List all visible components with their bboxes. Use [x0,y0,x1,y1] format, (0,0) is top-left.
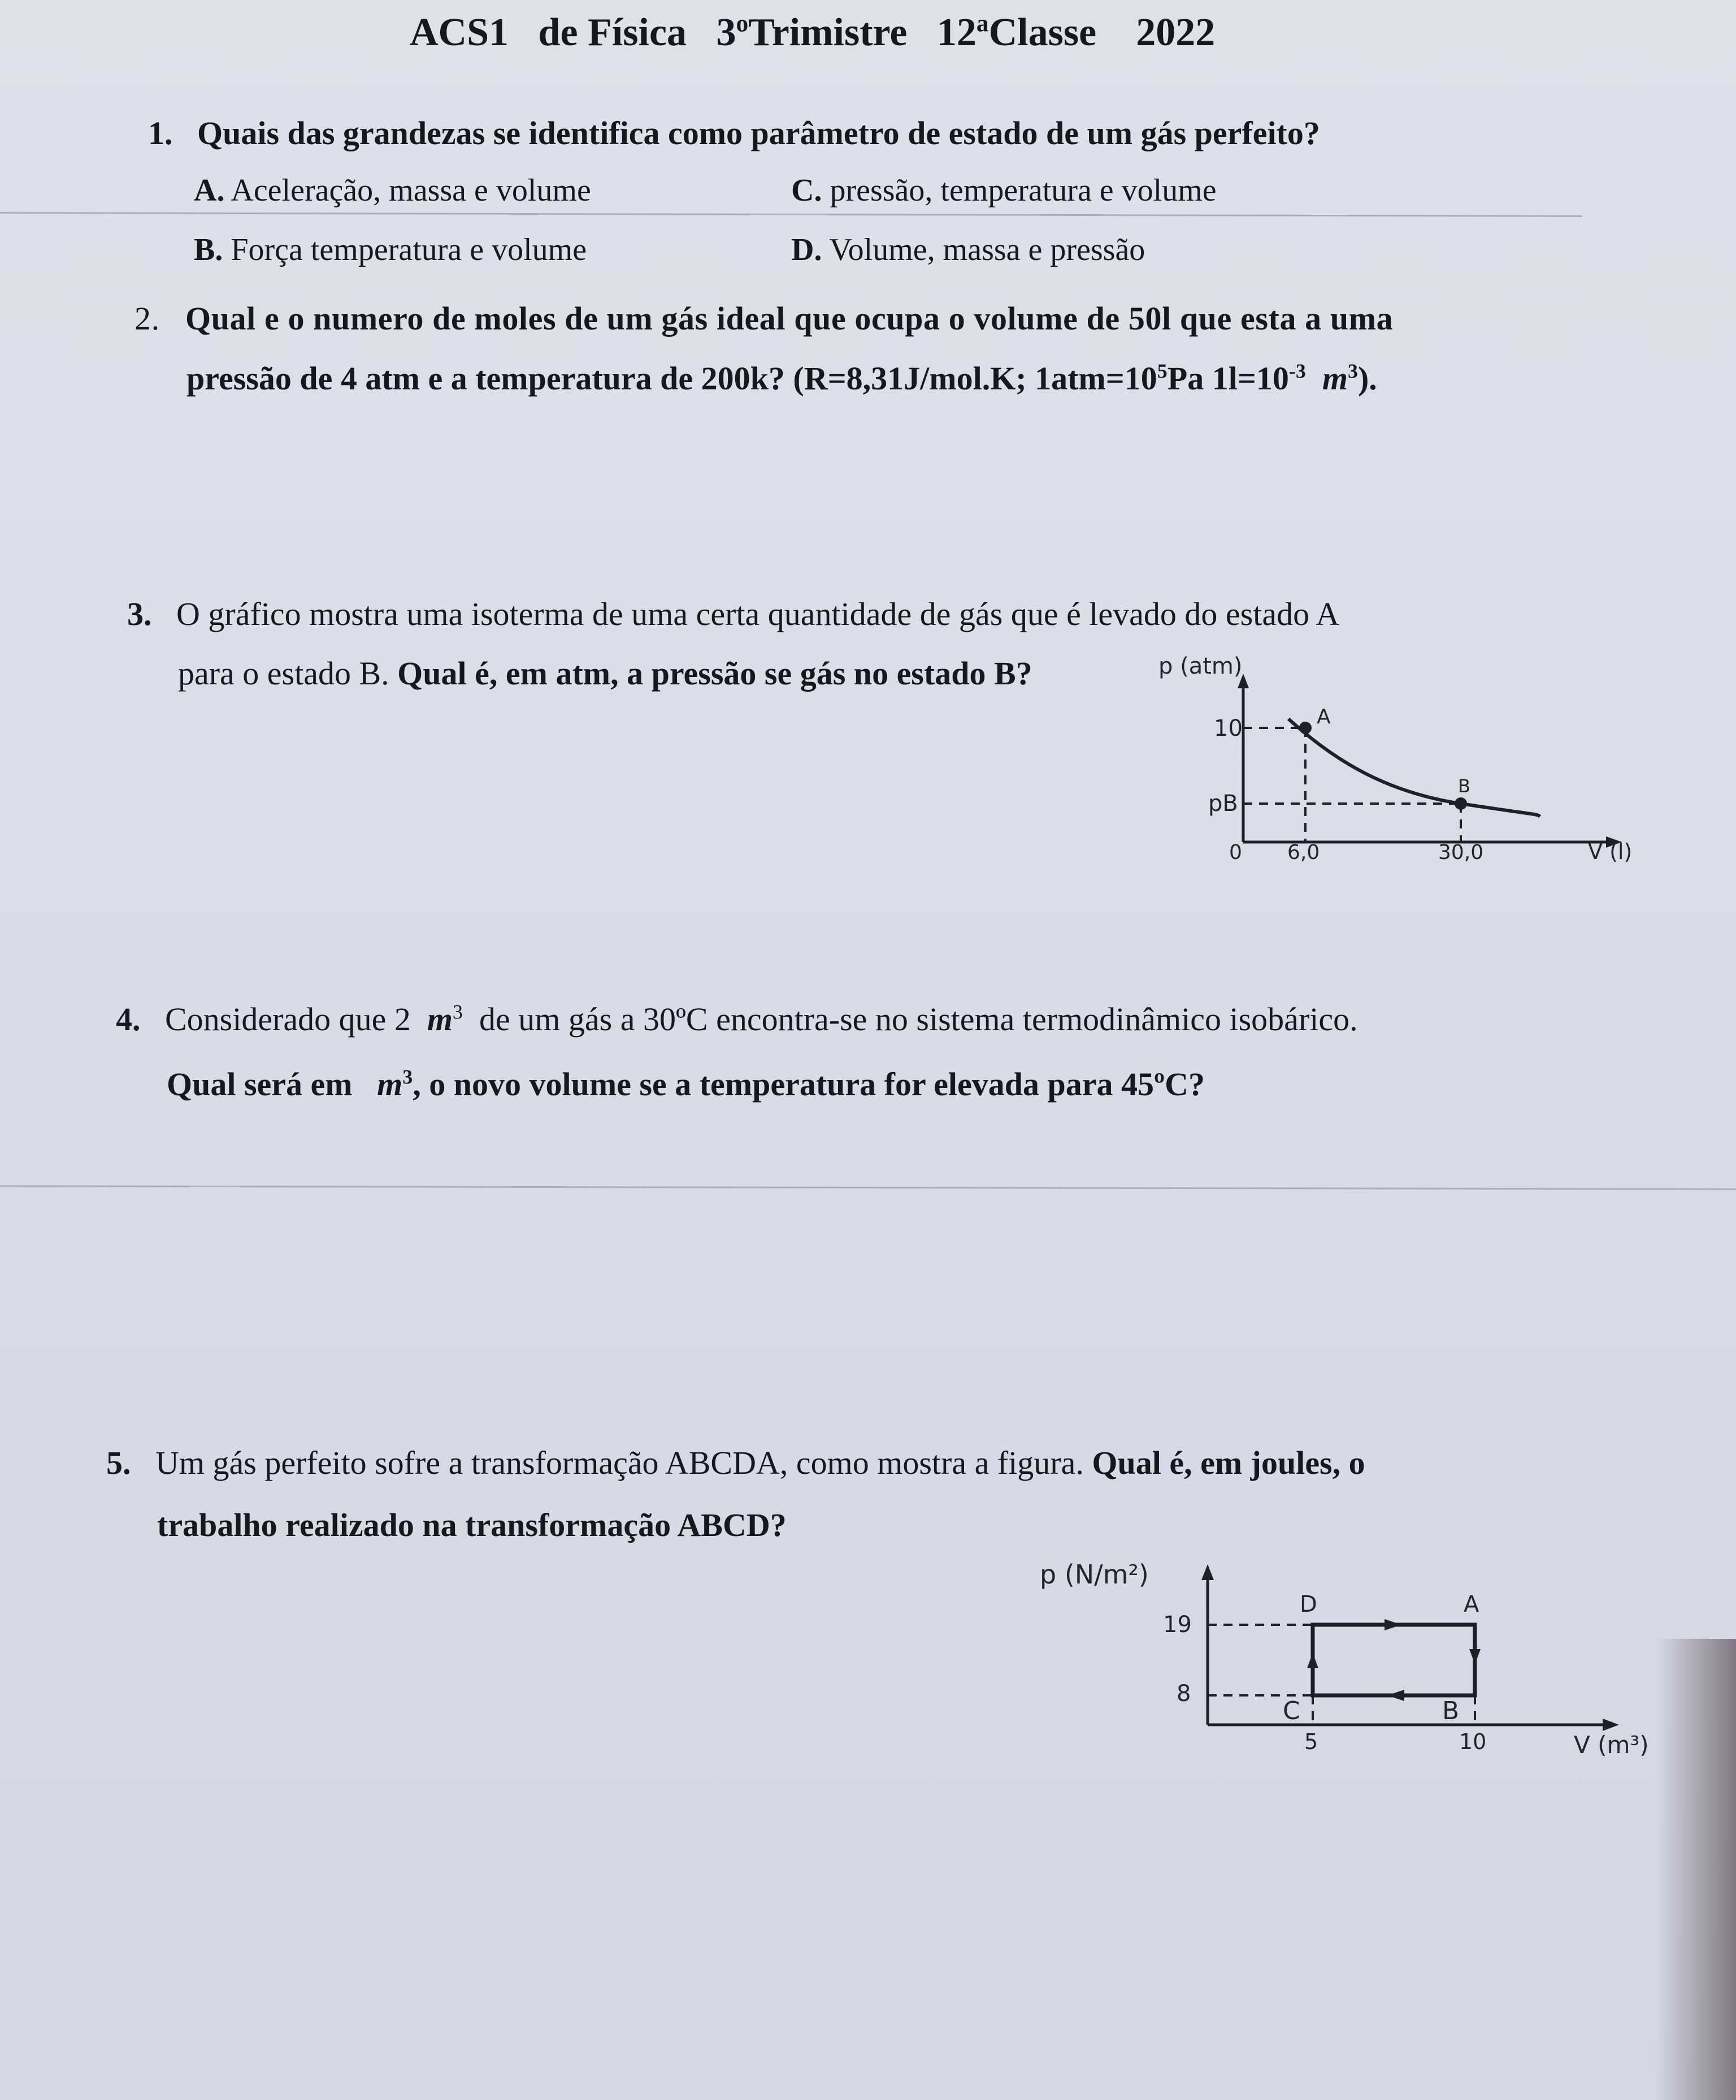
y-tick-label: pB [1208,791,1238,817]
x-tick-label: 5 [1304,1729,1318,1754]
y-axis-arrow [1201,1564,1214,1580]
question-text: O gráfico mostra uma isoterma de uma certa quantidade de gás que é levado do estado A [176,596,1340,632]
x-tick-label: 0 [1229,841,1242,864]
y-tick-label: 19 [1163,1612,1192,1638]
question-5-line-2: trabalho realizado na transformação ABCD? [157,1507,787,1543]
point-label-b: B [1458,775,1470,797]
header-term: 3$^o$Trimistre [716,10,908,54]
x-axis-arrow [1603,1719,1619,1731]
point-label-c: C [1283,1697,1300,1725]
header-subject: de Física [538,11,687,54]
option-b: B. Força temperatura e volume [194,232,587,267]
point-label-a: A [1317,705,1331,728]
header-title: ACS1 [410,11,509,54]
isotherm-chart [1142,650,1650,899]
y-tick-label: 10 [1214,715,1243,741]
y-axis-label: p (atm) [1158,653,1243,679]
question-number: 4. [116,1001,141,1038]
y-axis-label: p (N/m²) [1040,1559,1149,1590]
cycle-rectangle [1313,1625,1475,1695]
x-tick-label: 6,0 [1287,841,1320,864]
x-tick-label: 30,0 [1438,841,1484,864]
option-c: C. pressão, temperatura e volume [791,173,1217,208]
arrow-a-to-b [1469,1649,1481,1664]
point-b [1455,797,1467,810]
question-1 [148,114,1320,152]
question-number: 2. [134,300,160,337]
point-label-a: A [1464,1591,1479,1617]
point-a [1299,722,1312,734]
question-3-line-2: para o estado B. Qual é, em atm, a pressão se gás no estado B? [178,655,1032,692]
question-text: Quais das grandezas se identifica como parâmetro de estado de um gás perfeito? [197,115,1320,151]
question-number: 3. [127,596,152,632]
point-label-d: D [1300,1591,1317,1617]
question-2-line-2: pressão de 4 atm e a temperatura de 200k? (R=8,31J/mol.K; $1atm=10^5Pa$ $1l=10^{-3}$ $m^3$). [186,359,1377,397]
arrow-b-to-c [1387,1690,1404,1701]
header-year: 2022 [1136,11,1216,54]
x-axis-label: V (m³) [1574,1731,1649,1759]
exam-header [410,10,1215,55]
arrow-d-to-a [1385,1619,1401,1630]
point-label-b: B [1442,1697,1460,1725]
option-a: A. Aceleração, massa e volume [194,173,591,208]
question-4-line-2: Qual será em $m^3$, o novo volume se a temperatura for elevada para 45ºC? [167,1065,1205,1103]
cycle-chart [1017,1548,1695,1786]
question-text: Qual e o numero de moles de um gás ideal que ocupa o volume de 50l que esta a uma [185,300,1394,337]
option-d: D. Volume, massa e pressão [791,232,1145,267]
question-number: 5. [106,1444,131,1481]
question-4: 4. Considerado que 2 $m^3$ de um gás a 30ºC encontra-se no sistema termodinâmico isobárico. [116,1000,1358,1038]
x-axis-label: V (l) [1588,839,1633,864]
question-2 [134,300,1393,337]
question-5: 5. Um gás perfeito sofre a transformação ABCDA, como mostra a figura. Qual é, em joules, o [106,1444,1365,1481]
question-number: 1. [148,115,173,151]
arrow-c-to-d [1307,1653,1318,1668]
isotherm-curve [1288,719,1540,817]
question-3 [127,595,1339,633]
y-tick-label: 8 [1177,1681,1191,1707]
header-class: 12$^a$Classe [936,10,1097,54]
x-tick-label: 10 [1459,1729,1487,1754]
